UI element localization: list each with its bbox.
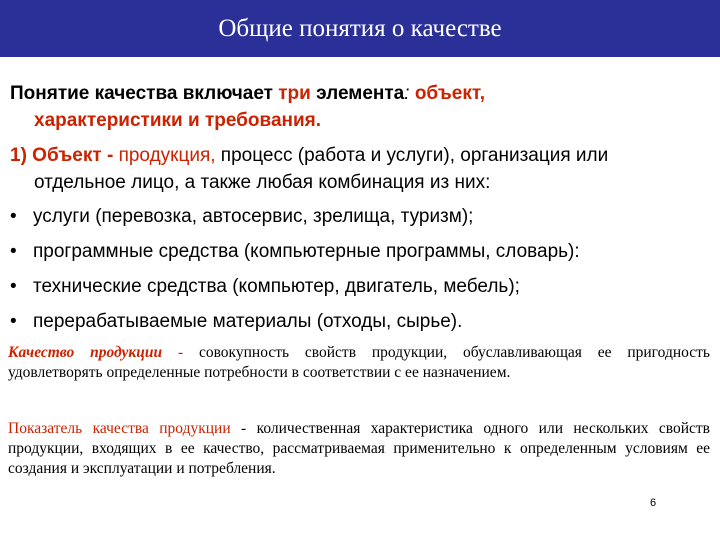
object-paragraph: [10, 142, 710, 196]
object-rest: процесс (работа и услуги), организация или: [215, 145, 609, 166]
intro-lead: Понятие качества включает: [10, 83, 279, 104]
intro-rest: элемента: [310, 83, 405, 104]
definition-text: совокупность свойств продукции, обуславливающая ее пригодность удовлетворять определенные потребности в соответствии с ее назначением.: [8, 344, 710, 381]
definition-term: Качество продукции: [8, 344, 163, 361]
list-item-text: технические средства (компьютер, двигатель, мебель);: [33, 276, 520, 297]
object-product: продукция,: [118, 145, 216, 166]
definition-indicator: [8, 419, 710, 479]
list-item: [0, 273, 710, 308]
definition-dash: -: [162, 344, 199, 361]
list-item-text: услуги (перевозка, автосервис, зрелища, туризм);: [33, 206, 474, 227]
intro-object: объект,: [414, 83, 485, 104]
list-item: [0, 203, 710, 238]
definition-quality: [8, 343, 710, 383]
slide-title: Общие понятия о качестве: [218, 14, 502, 42]
definition-term: Показатель качества продукции: [8, 420, 231, 437]
definition-text: - количественная характеристика одного или нескольких свойств продукции, входящих в ее качество, рассматриваемая применительно к определенным условиям ее создания и эксплуатации и потребления.: [8, 420, 711, 477]
bullet-list: [0, 203, 710, 343]
object-number: 1) Объект: [10, 145, 102, 166]
intro-paragraph: [10, 80, 710, 134]
bullet-icon: •: [10, 276, 17, 297]
page-number: 6: [650, 497, 657, 509]
bullet-icon: •: [10, 241, 17, 262]
list-item-text: перерабатываемые материалы (отходы, сырье).: [33, 311, 463, 332]
bullet-icon: •: [10, 311, 17, 332]
list-item: [0, 238, 710, 273]
object-line2: отдельное лицо, а также любая комбинация из них:: [34, 172, 491, 193]
list-item-text: программные средства (компьютерные программы, словарь):: [33, 241, 580, 262]
title-bar: [0, 0, 720, 57]
intro-line2: характеристики и требования.: [34, 110, 322, 131]
intro-three: три: [278, 83, 311, 104]
object-dash: -: [101, 145, 119, 166]
list-item: [0, 308, 710, 343]
intro-colon: :: [404, 83, 415, 104]
bullet-icon: •: [10, 206, 17, 227]
